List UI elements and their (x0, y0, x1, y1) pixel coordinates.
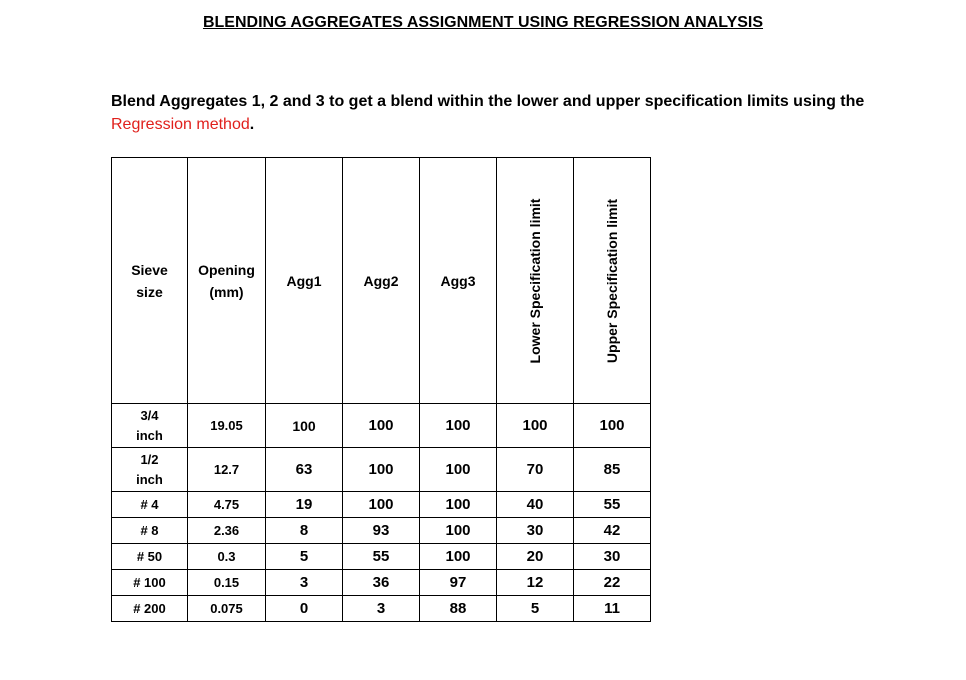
cell-agg2: 93 (343, 518, 420, 544)
header-sieve-size: Sieve size (112, 158, 188, 404)
regression-method-highlight: Regression method (111, 116, 250, 133)
table-row (112, 404, 651, 448)
cell-upper: 30 (574, 544, 651, 570)
table-row (112, 448, 651, 492)
cell-agg1: 63 (266, 448, 343, 492)
header-upper-spec-limit: Upper Specification limit (574, 158, 651, 404)
table-row (112, 518, 651, 544)
cell-sieve: 1/2 inch (112, 448, 188, 492)
page-title: BLENDING AGGREGATES ASSIGNMENT USING REGRESSION ANALYSIS (202, 14, 764, 31)
cell-agg1: 5 (266, 544, 343, 570)
cell-agg3: 100 (420, 544, 497, 570)
sieve-data-table (111, 157, 651, 622)
cell-upper: 42 (574, 518, 651, 544)
cell-opening: 4.75 (188, 492, 266, 518)
table-row (112, 570, 651, 596)
cell-agg3: 100 (420, 448, 497, 492)
header-agg3: Agg3 (420, 158, 497, 404)
cell-lower: 100 (497, 404, 574, 448)
cell-agg2: 100 (343, 492, 420, 518)
cell-sieve: # 8 (112, 518, 188, 544)
cell-opening: 0.15 (188, 570, 266, 596)
cell-agg1: 19 (266, 492, 343, 518)
cell-sieve: 3/4 inch (112, 404, 188, 448)
cell-opening: 0.075 (188, 596, 266, 622)
header-agg2: Agg2 (343, 158, 420, 404)
instructions-text: Blend Aggregates 1, 2 and 3 to get a blend within the lower and upper specification limits using the (111, 93, 865, 110)
cell-agg3: 100 (420, 518, 497, 544)
cell-lower: 5 (497, 596, 574, 622)
table-row (112, 492, 651, 518)
cell-opening: 12.7 (188, 448, 266, 492)
cell-upper: 22 (574, 570, 651, 596)
cell-agg2: 3 (343, 596, 420, 622)
cell-agg3: 100 (420, 492, 497, 518)
cell-lower: 20 (497, 544, 574, 570)
cell-sieve: # 100 (112, 570, 188, 596)
cell-lower: 70 (497, 448, 574, 492)
cell-agg2: 36 (343, 570, 420, 596)
cell-upper: 11 (574, 596, 651, 622)
cell-agg1: 100 (266, 404, 343, 448)
cell-opening: 0.3 (188, 544, 266, 570)
cell-agg2: 55 (343, 544, 420, 570)
header-lower-spec-limit: Lower Specification limit (497, 158, 574, 404)
instructions-paragraph (111, 90, 871, 136)
cell-sieve: # 4 (112, 492, 188, 518)
cell-lower: 40 (497, 492, 574, 518)
table-row (112, 544, 651, 570)
table-row (112, 596, 651, 622)
header-agg1: Agg1 (266, 158, 343, 404)
cell-agg3: 100 (420, 404, 497, 448)
cell-sieve: # 50 (112, 544, 188, 570)
cell-agg3: 97 (420, 570, 497, 596)
cell-opening: 2.36 (188, 518, 266, 544)
cell-lower: 12 (497, 570, 574, 596)
cell-agg2: 100 (343, 448, 420, 492)
cell-agg1: 0 (266, 596, 343, 622)
header-row (112, 158, 651, 404)
cell-agg3: 88 (420, 596, 497, 622)
cell-opening: 19.05 (188, 404, 266, 448)
cell-upper: 55 (574, 492, 651, 518)
instructions-period: . (249, 116, 255, 133)
cell-sieve: # 200 (112, 596, 188, 622)
cell-agg1: 3 (266, 570, 343, 596)
cell-upper: 85 (574, 448, 651, 492)
cell-agg2: 100 (343, 404, 420, 448)
cell-upper: 100 (574, 404, 651, 448)
cell-agg1: 8 (266, 518, 343, 544)
header-opening: Opening (mm) (188, 158, 266, 404)
cell-lower: 30 (497, 518, 574, 544)
